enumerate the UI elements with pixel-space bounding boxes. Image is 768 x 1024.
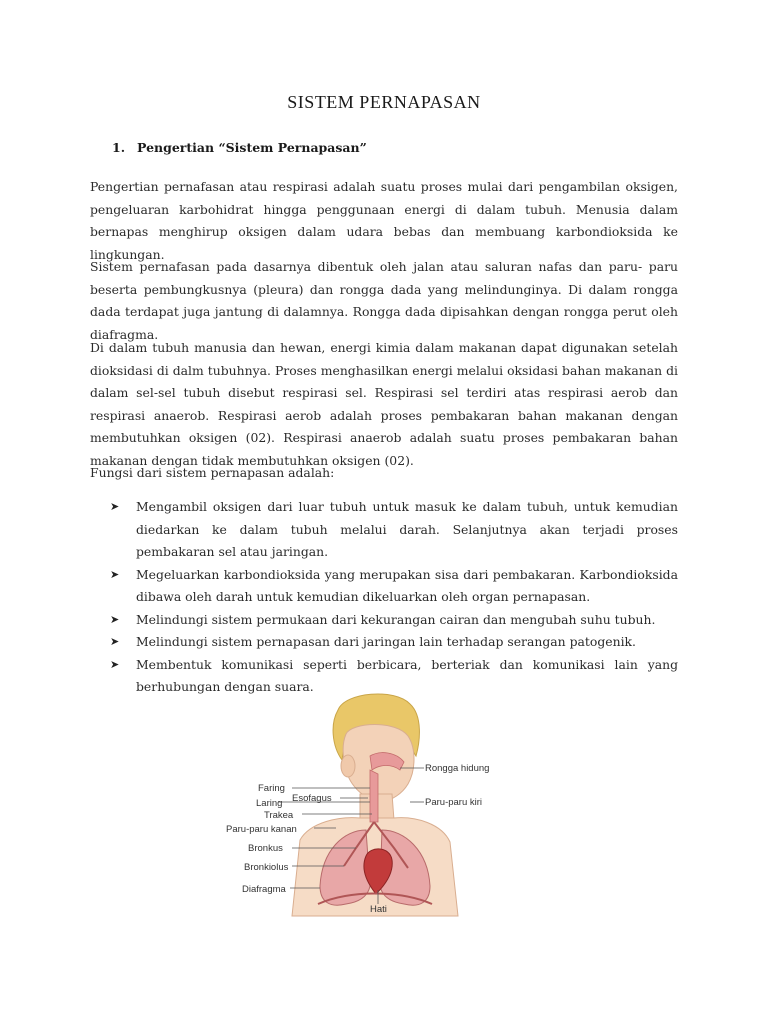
paragraph-4: Fungsi dari sistem pernapasan adalah: bbox=[90, 465, 335, 480]
list-item bbox=[110, 631, 678, 654]
label-laring: Laring bbox=[256, 798, 283, 809]
label-paru-kanan: Paru-paru kanan bbox=[226, 824, 297, 835]
label-rongga-hidung: Rongga hidung bbox=[425, 763, 490, 774]
arrow-bullet-icon: ➤ bbox=[110, 567, 120, 581]
list-item bbox=[110, 609, 678, 632]
label-bronkiolus: Bronkiolus bbox=[244, 862, 289, 873]
respiratory-system-figure bbox=[220, 690, 520, 920]
function-list bbox=[110, 496, 678, 699]
list-item-text: Megeluarkan karbondioksida yang merupakan sisa dari pembakaran. Karbondioksida dibawa oleh darah untuk kemudian dikeluarkan oleh organ pernapasan. bbox=[136, 566, 678, 604]
list-item-text: Melindungi sistem pernapasan dari jaringan lain terhadap serangan patogenik. bbox=[136, 634, 636, 649]
label-diafragma: Diafragma bbox=[242, 884, 286, 895]
arrow-bullet-icon: ➤ bbox=[110, 500, 120, 513]
ear-shape bbox=[341, 755, 355, 777]
list-item bbox=[110, 564, 678, 609]
arrow-bullet-icon: ➤ bbox=[110, 657, 120, 671]
label-bronkus: Bronkus bbox=[248, 843, 283, 854]
list-item-text: Melindungi sistem permukaan dari kekurangan cairan dan mengubah suhu tubuh. bbox=[136, 611, 656, 627]
paragraph-3: Di dalam tubuh manusia dan hewan, energi kimia dalam makanan dapat digunakan setelah dioksidasi di dalm tubuhnya. Proses menghasilkan energi melalui oksidasi bahan makanan di dalam sel-sel tubuh disebut respirasi sel. Respirasi sel terdiri atas respirasi aerob dan respirasi anaerob. Respirasi aerob adalah proses pembakaran bahan makanan dengan membutuhkan oksigen (02). Respirasi anaerob adalah suatu proses pembakaran bahan makanan dengan tidak membutuhkan oksigen (02). bbox=[90, 340, 678, 468]
arrow-bullet-icon: ➤ bbox=[110, 612, 120, 626]
respiratory-diagram bbox=[220, 690, 520, 920]
list-item-text: Membentuk komunikasi seperti berbicara, berteriak dan komunikasi lain yang berhubungan dengan suara. bbox=[136, 656, 678, 694]
label-paru-kiri: Paru-paru kiri bbox=[425, 797, 483, 808]
section-title: Pengertian “Sistem Pernapasan” bbox=[137, 140, 367, 155]
page-title: SISTEM PERNAPASAN bbox=[287, 92, 481, 112]
list-item bbox=[110, 496, 678, 564]
label-hati: Hati bbox=[370, 904, 387, 915]
paragraph-1: Pengertian pernafasan atau respirasi adalah suatu proses mulai dari pengambilan oksigen, pengeluaran karbohidrat hingga penggunaan energi di dalam tubuh. Menusia dalam bernapas menghirup oksigen dalam udara bebas dan membuang karbondioksida ke lingkungan. bbox=[90, 179, 678, 262]
list-item-text: Mengambil oksigen dari luar tubuh untuk masuk ke dalam tubuh, untuk kemudian diedarkan ke dalam tubuh melalui darah. Selanjutnya akan terjadi proses pembakaran sel atau jaringan. bbox=[136, 499, 678, 559]
arrow-bullet-icon: ➤ bbox=[110, 635, 120, 648]
label-faring: Faring bbox=[258, 783, 285, 794]
label-esofagus: Esofagus bbox=[292, 793, 332, 804]
section-heading bbox=[112, 140, 367, 155]
paragraph-2: Sistem pernafasan pada dasarnya dibentuk oleh jalan atau saluran nafas dan paru- paru beserta pembungkusnya (pleura) dan rongga dada yang melindunginya. Di dalam rongga dada terdapat juga jantung di dalamnya. Rongga dada dipisahkan dengan rongga perut oleh diafragma. bbox=[90, 259, 678, 342]
label-trakea: Trakea bbox=[264, 810, 294, 821]
section-number: 1. bbox=[112, 140, 126, 155]
